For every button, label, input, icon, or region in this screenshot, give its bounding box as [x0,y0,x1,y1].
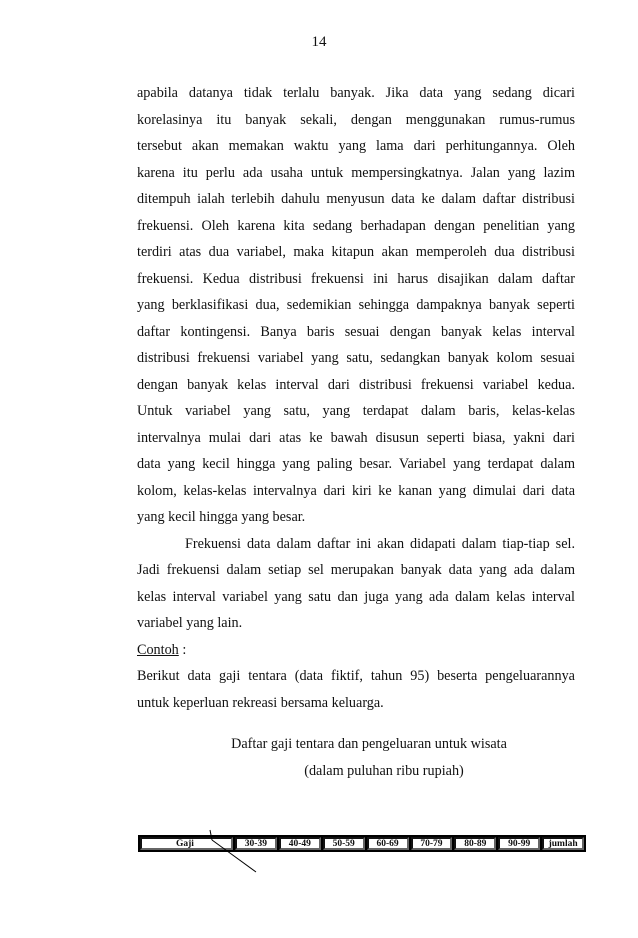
text-line: Jadi frekuensi dalam setiap sel merupakan banyak data yang ada dalam [137,562,575,578]
table-header-cell: Gaji [140,837,233,850]
table-header-cell: 80-89 [454,837,496,850]
text-line: apabila datanya tidak terlalu banyak. Jika data yang sedang dicari [137,85,575,101]
text-line: dengan banyak kelas interval dari distribusi frekuensi variabel kedua. [137,376,575,393]
text-line: daftar kontingensi. Banya baris sesuai dengan banyak kelas interval [137,323,575,340]
text-line: frekuensi. Kedua distribusi frekuensi ini harus disajikan dalam daftar [137,270,575,287]
example-colon: : [178,641,187,658]
text-line: yang berklasifikasi dua, sedemikian sehingga dampaknya banyak seperti [137,297,575,313]
table-header-cell: jumlah [542,837,584,850]
table-header-cell: 30-39 [235,837,277,850]
text-line: distribusi frekuensi variabel yang satu, sedangkan banyak kolom sesuai [137,350,575,366]
example-label: Contoh [137,641,179,658]
text-line: frekuensi. Oleh karena kita sedang berhadapan dengan penelitian yang [137,217,575,234]
table-header-cell: 60-69 [367,837,409,850]
text-line: yang kecil hingga yang besar. [137,509,306,525]
page-number: 14 [311,34,327,50]
table-header-cell: 40-49 [279,837,321,850]
text-line: variabel yang lain. [137,615,243,631]
text-line: korelasinya itu banyak sekali, dengan menggunakan rumus-rumus [137,111,575,128]
text-line: kelas interval variabel yang satu dan juga yang ada dalam kelas interval [137,588,575,605]
table-header-cell: 90-99 [498,837,540,850]
table-subtitle-text: (dalam puluhan ribu rupiah) [304,763,464,779]
text-line: tersebut akan memakan waktu yang lama dari perhitungannya. Oleh [137,138,575,154]
text-line: data yang kecil hingga yang paling besar. Variabel yang terdapat dalam [137,456,575,472]
table-title: Daftar gaji tentara dan pengeluaran untuk wisata [231,736,507,752]
text-line: intervalnya mulai dari atas ke bawah disusun seperti biasa, yakni dari [137,429,575,446]
text-line: kolom, kelas-kelas intervalnya dari kiri ke kanan yang dimulai dari data [137,482,575,499]
table-header-cell: 70-79 [411,837,453,850]
table-header-cell: 50-59 [323,837,365,850]
text-line: Frekuensi data dalam daftar ini akan didapati dalam tiap-tiap sel. [185,535,575,552]
text-line: karena itu perlu ada usaha untuk mempersingkatnya. Jalan yang lazim [137,164,575,181]
text-line: untuk keperluan rekreasi bersama keluarga. [137,694,384,711]
text-line: ditempuh ialah terlebih dahulu menyusun data ke dalam daftar distribusi [137,191,575,207]
text-line: terdiri atas dua variabel, maka kitapun akan memperoleh dua distribusi [137,244,575,260]
text-line: Untuk variabel yang satu, yang terdapat dalam baris, kelas-kelas [137,403,575,419]
text-line: Berikut data gaji tentara (data fiktif, tahun 95) beserta pengeluarannya [137,668,575,684]
